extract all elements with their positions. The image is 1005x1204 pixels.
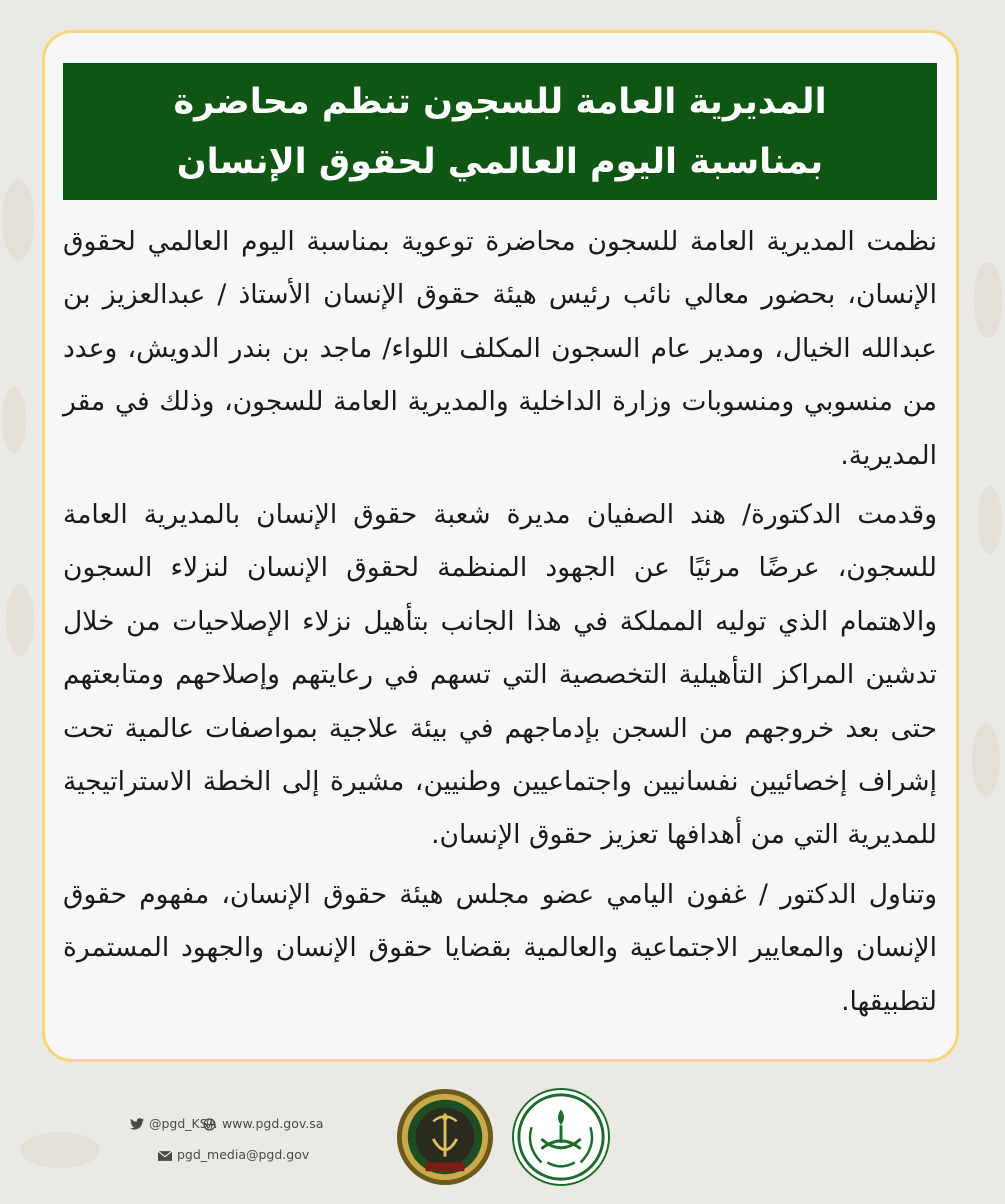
prisons-emblem-icon [396,1088,494,1186]
article-body [63,215,937,1034]
title-line-2: بمناسبة اليوم العالمي لحقوق الإنسان [176,141,824,182]
content-card [42,30,959,1062]
footer [0,1075,1005,1200]
twitter-icon [130,1118,144,1130]
globe-icon [203,1118,217,1130]
twitter-handle: @pgd_KSA [149,1116,217,1131]
paragraph-3: وتناول الدكتور / غفون اليامي عضو مجلس هيئة حقوق الإنسان، مفهوم حقوق الإنسان والمعايير الاجتماعية والعالمية بقضايا حقوق الإنسان والجهود المستمرة لتطبيقها. [63,878,937,1017]
mail-icon [158,1149,172,1161]
email-contact[interactable] [158,1147,309,1162]
paragraph-2: وقدمت الدكتورة/ هند الصفيان مديرة شعبة حقوق الإنسان بالمديرية العامة للسجون، عرضًا مرئيًا عن الجهود المنظمة لحقوق الإنسان لنزلاء السجون والاهتمام الذي توليه المملكة في هذا الجانب بتأهيل نزلاء الإصلاحيات من خلال تدشين المراكز التأهيلية التخصصية التي تسهم في رعايتهم وإصلاحهم ومتابعتهم حتى بعد خروجهم من السجن بإدماجهم في بيئة علاجية بمواصفات عالمية تحت إشراف إخصائيين نفسانيين واجتماعيين وطنيين، مشيرة إلى الخطة الاستراتيجية للمديرية التي من أهدافها تعزيز حقوق الإنسان. [63,499,937,851]
website-contact[interactable] [203,1116,323,1131]
title-line-1: المديرية العامة للسجون تنظم محاضرة [173,81,827,122]
email-address: pgd_media@pgd.gov [177,1147,310,1162]
title-banner [63,63,937,200]
paragraph-1: نظمت المديرية العامة للسجون محاضرة توعوية بمناسبة اليوم العالمي لحقوق الإنسان، بحضور معالي نائب رئيس هيئة حقوق الإنسان الأستاذ / عبدالعزيز بن عبدالله الخيال، ومدير عام السجون المكلف اللواء/ ماجد بن بندر الدويش، وعدد من منسوبي ومنسوبات وزارة الداخلية والمديرية العامة للسجون، وذلك في مقر المديرية. [63,226,937,471]
website-url: www.pgd.gov.sa [222,1116,324,1131]
ministry-emblem-icon [512,1088,610,1186]
